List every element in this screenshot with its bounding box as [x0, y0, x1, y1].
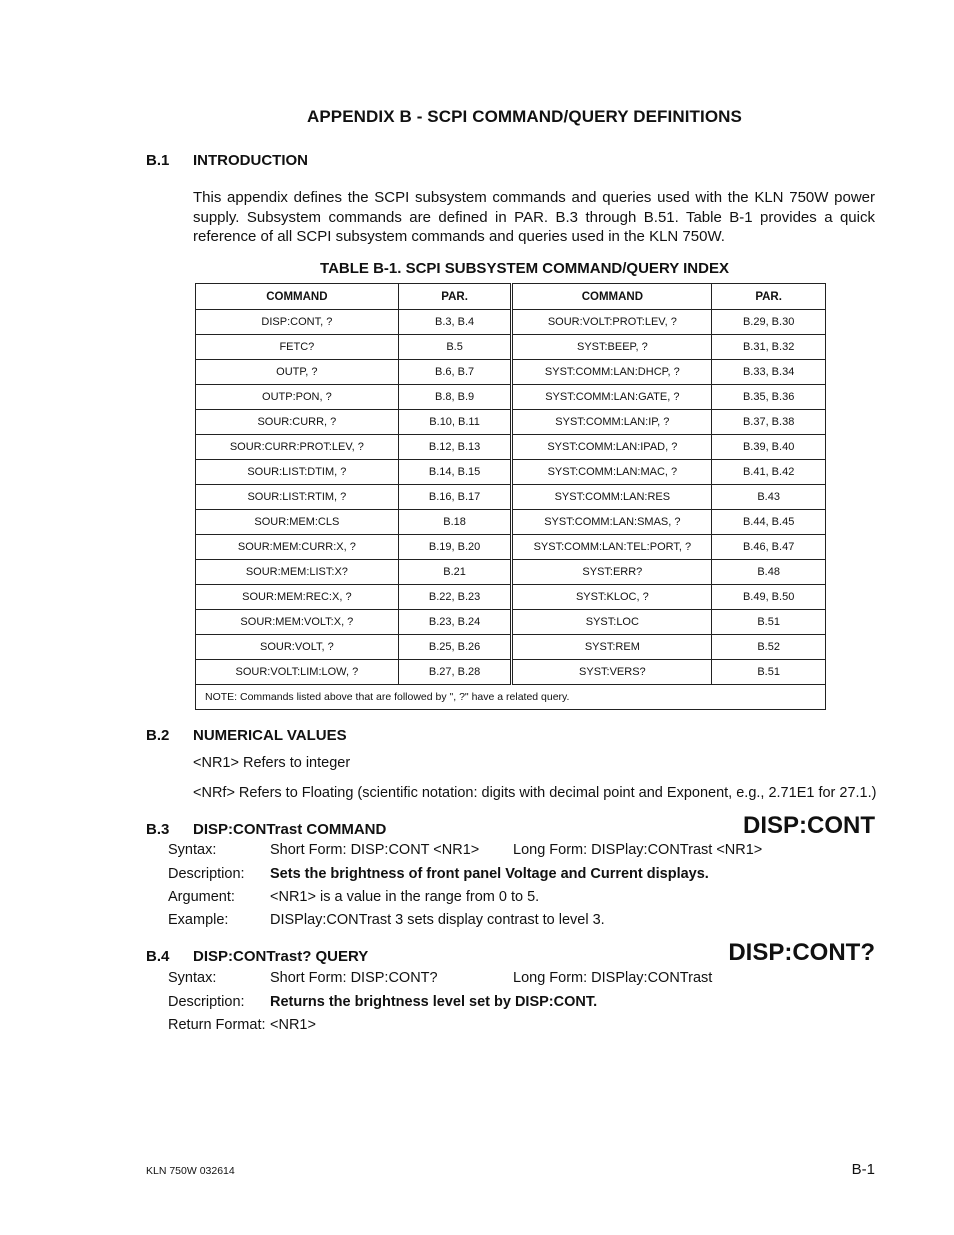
- section-title-b1: INTRODUCTION: [193, 152, 308, 169]
- command-cell: SOUR:MEM:VOLT:X, ?: [196, 610, 399, 635]
- table-row: [196, 535, 826, 560]
- command-cell: DISP:CONT, ?: [196, 310, 399, 335]
- return-format-value: <NR1>: [270, 1017, 316, 1033]
- par-cell: B.21: [398, 560, 512, 585]
- syntax-label: Syntax:: [168, 842, 217, 858]
- par-cell: B.35, B.36: [712, 385, 826, 410]
- command-cell: SYST:COMM:LAN:DHCP, ?: [512, 360, 712, 385]
- par-cell: B.29, B.30: [712, 310, 826, 335]
- command-cell: SOUR:MEM:REC:X, ?: [196, 585, 399, 610]
- long-form: Long Form: DISPlay:CONTrast <NR1>: [513, 842, 763, 858]
- par-cell: B.46, B.47: [712, 535, 826, 560]
- column-header-command: COMMAND: [512, 284, 712, 310]
- command-heading: DISP:CONT: [743, 812, 875, 839]
- table-row: [196, 360, 826, 385]
- par-cell: B.37, B.38: [712, 410, 826, 435]
- par-cell: B.6, B.7: [398, 360, 512, 385]
- table-row: [196, 335, 826, 360]
- par-cell: B.12, B.13: [398, 435, 512, 460]
- footer-document-id: KLN 750W 032614: [146, 1165, 235, 1177]
- query-heading: DISP:CONT?: [728, 939, 875, 966]
- page-title: APPENDIX B - SCPI COMMAND/QUERY DEFINITIONS: [306, 107, 742, 126]
- command-cell: SYST:COMM:LAN:TEL:PORT, ?: [512, 535, 712, 560]
- return-format-label: Return Format:: [168, 1017, 266, 1033]
- command-cell: SYST:KLOC, ?: [512, 585, 712, 610]
- table-row: [196, 485, 826, 510]
- command-cell: SYST:COMM:LAN:IP, ?: [512, 410, 712, 435]
- command-cell: SOUR:LIST:RTIM, ?: [196, 485, 399, 510]
- par-cell: B.51: [712, 610, 826, 635]
- command-cell: FETC?: [196, 335, 399, 360]
- command-cell: SYST:REM: [512, 635, 712, 660]
- par-cell: B.51: [712, 660, 826, 685]
- par-cell: B.23, B.24: [398, 610, 512, 635]
- example-text: DISPlay:CONTrast 3 sets display contrast to level 3.: [270, 912, 605, 928]
- par-cell: B.14, B.15: [398, 460, 512, 485]
- argument-text: <NR1> is a value in the range from 0 to 5.: [270, 889, 540, 905]
- table-row: [196, 560, 826, 585]
- par-cell: B.19, B.20: [398, 535, 512, 560]
- short-form: Short Form: DISP:CONT <NR1>: [270, 842, 480, 858]
- table-row: [196, 635, 826, 660]
- par-cell: B.8, B.9: [398, 385, 512, 410]
- section-number-b3: B.3: [146, 821, 170, 838]
- command-cell: SYST:ERR?: [512, 560, 712, 585]
- command-cell: SYST:COMM:LAN:MAC, ?: [512, 460, 712, 485]
- table-row: [196, 410, 826, 435]
- table-note: NOTE: Commands listed above that are followed by ", ?" have a related query.: [196, 685, 826, 710]
- section-title-b2: NUMERICAL VALUES: [193, 727, 347, 744]
- short-form: Short Form: DISP:CONT?: [270, 970, 438, 986]
- command-cell: SYST:BEEP, ?: [512, 335, 712, 360]
- section-number-b2: B.2: [146, 727, 170, 744]
- command-cell: SOUR:VOLT:PROT:LEV, ?: [512, 310, 712, 335]
- example-label: Example:: [168, 912, 229, 928]
- command-cell: SOUR:MEM:CLS: [196, 510, 399, 535]
- nrf-definition: <NRf> Refers to Floating (scientific notation: digits with decimal point and Exponent, e.g., 2.71E1 for 27.1.): [193, 785, 877, 801]
- column-header-command: COMMAND: [196, 284, 399, 310]
- command-cell: SYST:LOC: [512, 610, 712, 635]
- command-cell: SOUR:CURR:PROT:LEV, ?: [196, 435, 399, 460]
- par-cell: B.31, B.32: [712, 335, 826, 360]
- par-cell: B.27, B.28: [398, 660, 512, 685]
- par-cell: B.39, B.40: [712, 435, 826, 460]
- command-index-table: [195, 283, 826, 710]
- table-row: [196, 460, 826, 485]
- par-cell: B.25, B.26: [398, 635, 512, 660]
- table-row: [196, 660, 826, 685]
- par-cell: B.5: [398, 335, 512, 360]
- par-cell: B.43: [712, 485, 826, 510]
- par-cell: B.3, B.4: [398, 310, 512, 335]
- table-row: [196, 585, 826, 610]
- command-cell: SYST:COMM:LAN:GATE, ?: [512, 385, 712, 410]
- section-title-b3: DISP:CONTrast COMMAND: [193, 821, 387, 838]
- description-text: Returns the brightness level set by DISP:CONT.: [270, 994, 598, 1010]
- par-cell: B.18: [398, 510, 512, 535]
- command-cell: OUTP:PON, ?: [196, 385, 399, 410]
- syntax-label: Syntax:: [168, 970, 217, 986]
- par-cell: B.22, B.23: [398, 585, 512, 610]
- table-row: [196, 610, 826, 635]
- section-number-b1: B.1: [146, 152, 170, 169]
- section-title-b4: DISP:CONTrast? QUERY: [193, 948, 369, 965]
- par-cell: B.48: [712, 560, 826, 585]
- command-cell: SYST:COMM:LAN:RES: [512, 485, 712, 510]
- table-row: [196, 310, 826, 335]
- page-number: B-1: [851, 1161, 875, 1178]
- argument-label: Argument:: [168, 889, 235, 905]
- table-title: TABLE B-1. SCPI SUBSYSTEM COMMAND/QUERY INDEX: [320, 260, 729, 277]
- table-row: [196, 510, 826, 535]
- command-cell: OUTP, ?: [196, 360, 399, 385]
- par-cell: B.49, B.50: [712, 585, 826, 610]
- table-row: [196, 435, 826, 460]
- command-cell: SYST:VERS?: [512, 660, 712, 685]
- description-label: Description:: [168, 994, 245, 1010]
- par-cell: B.16, B.17: [398, 485, 512, 510]
- column-header-par: PAR.: [398, 284, 512, 310]
- command-cell: SYST:COMM:LAN:SMAS, ?: [512, 510, 712, 535]
- command-cell: SOUR:LIST:DTIM, ?: [196, 460, 399, 485]
- table-header-row: [196, 284, 826, 310]
- command-cell: SOUR:MEM:LIST:X?: [196, 560, 399, 585]
- par-cell: B.10, B.11: [398, 410, 512, 435]
- par-cell: B.33, B.34: [712, 360, 826, 385]
- command-cell: SOUR:VOLT, ?: [196, 635, 399, 660]
- column-header-par: PAR.: [712, 284, 826, 310]
- nr1-definition: <NR1> Refers to integer: [193, 755, 351, 771]
- table-row: [196, 385, 826, 410]
- section-number-b4: B.4: [146, 948, 170, 965]
- intro-paragraph: This appendix defines the SCPI subsystem commands and queries used with the KLN 750W power supply. Subsystem commands are defined in PAR. B.3 through B.51. Table B-1 provides a quick reference of all SCPI subsystem commands and queries used in the KLN 750W.: [193, 189, 875, 245]
- long-form: Long Form: DISPlay:CONTrast: [513, 970, 713, 986]
- command-cell: SYST:COMM:LAN:IPAD, ?: [512, 435, 712, 460]
- par-cell: B.52: [712, 635, 826, 660]
- table-note-row: [196, 685, 826, 710]
- command-cell: SOUR:VOLT:LIM:LOW, ?: [196, 660, 399, 685]
- par-cell: B.41, B.42: [712, 460, 826, 485]
- par-cell: B.44, B.45: [712, 510, 826, 535]
- command-cell: SOUR:CURR, ?: [196, 410, 399, 435]
- command-cell: SOUR:MEM:CURR:X, ?: [196, 535, 399, 560]
- description-text: Sets the brightness of front panel Voltage and Current displays.: [270, 866, 709, 882]
- description-label: Description:: [168, 866, 245, 882]
